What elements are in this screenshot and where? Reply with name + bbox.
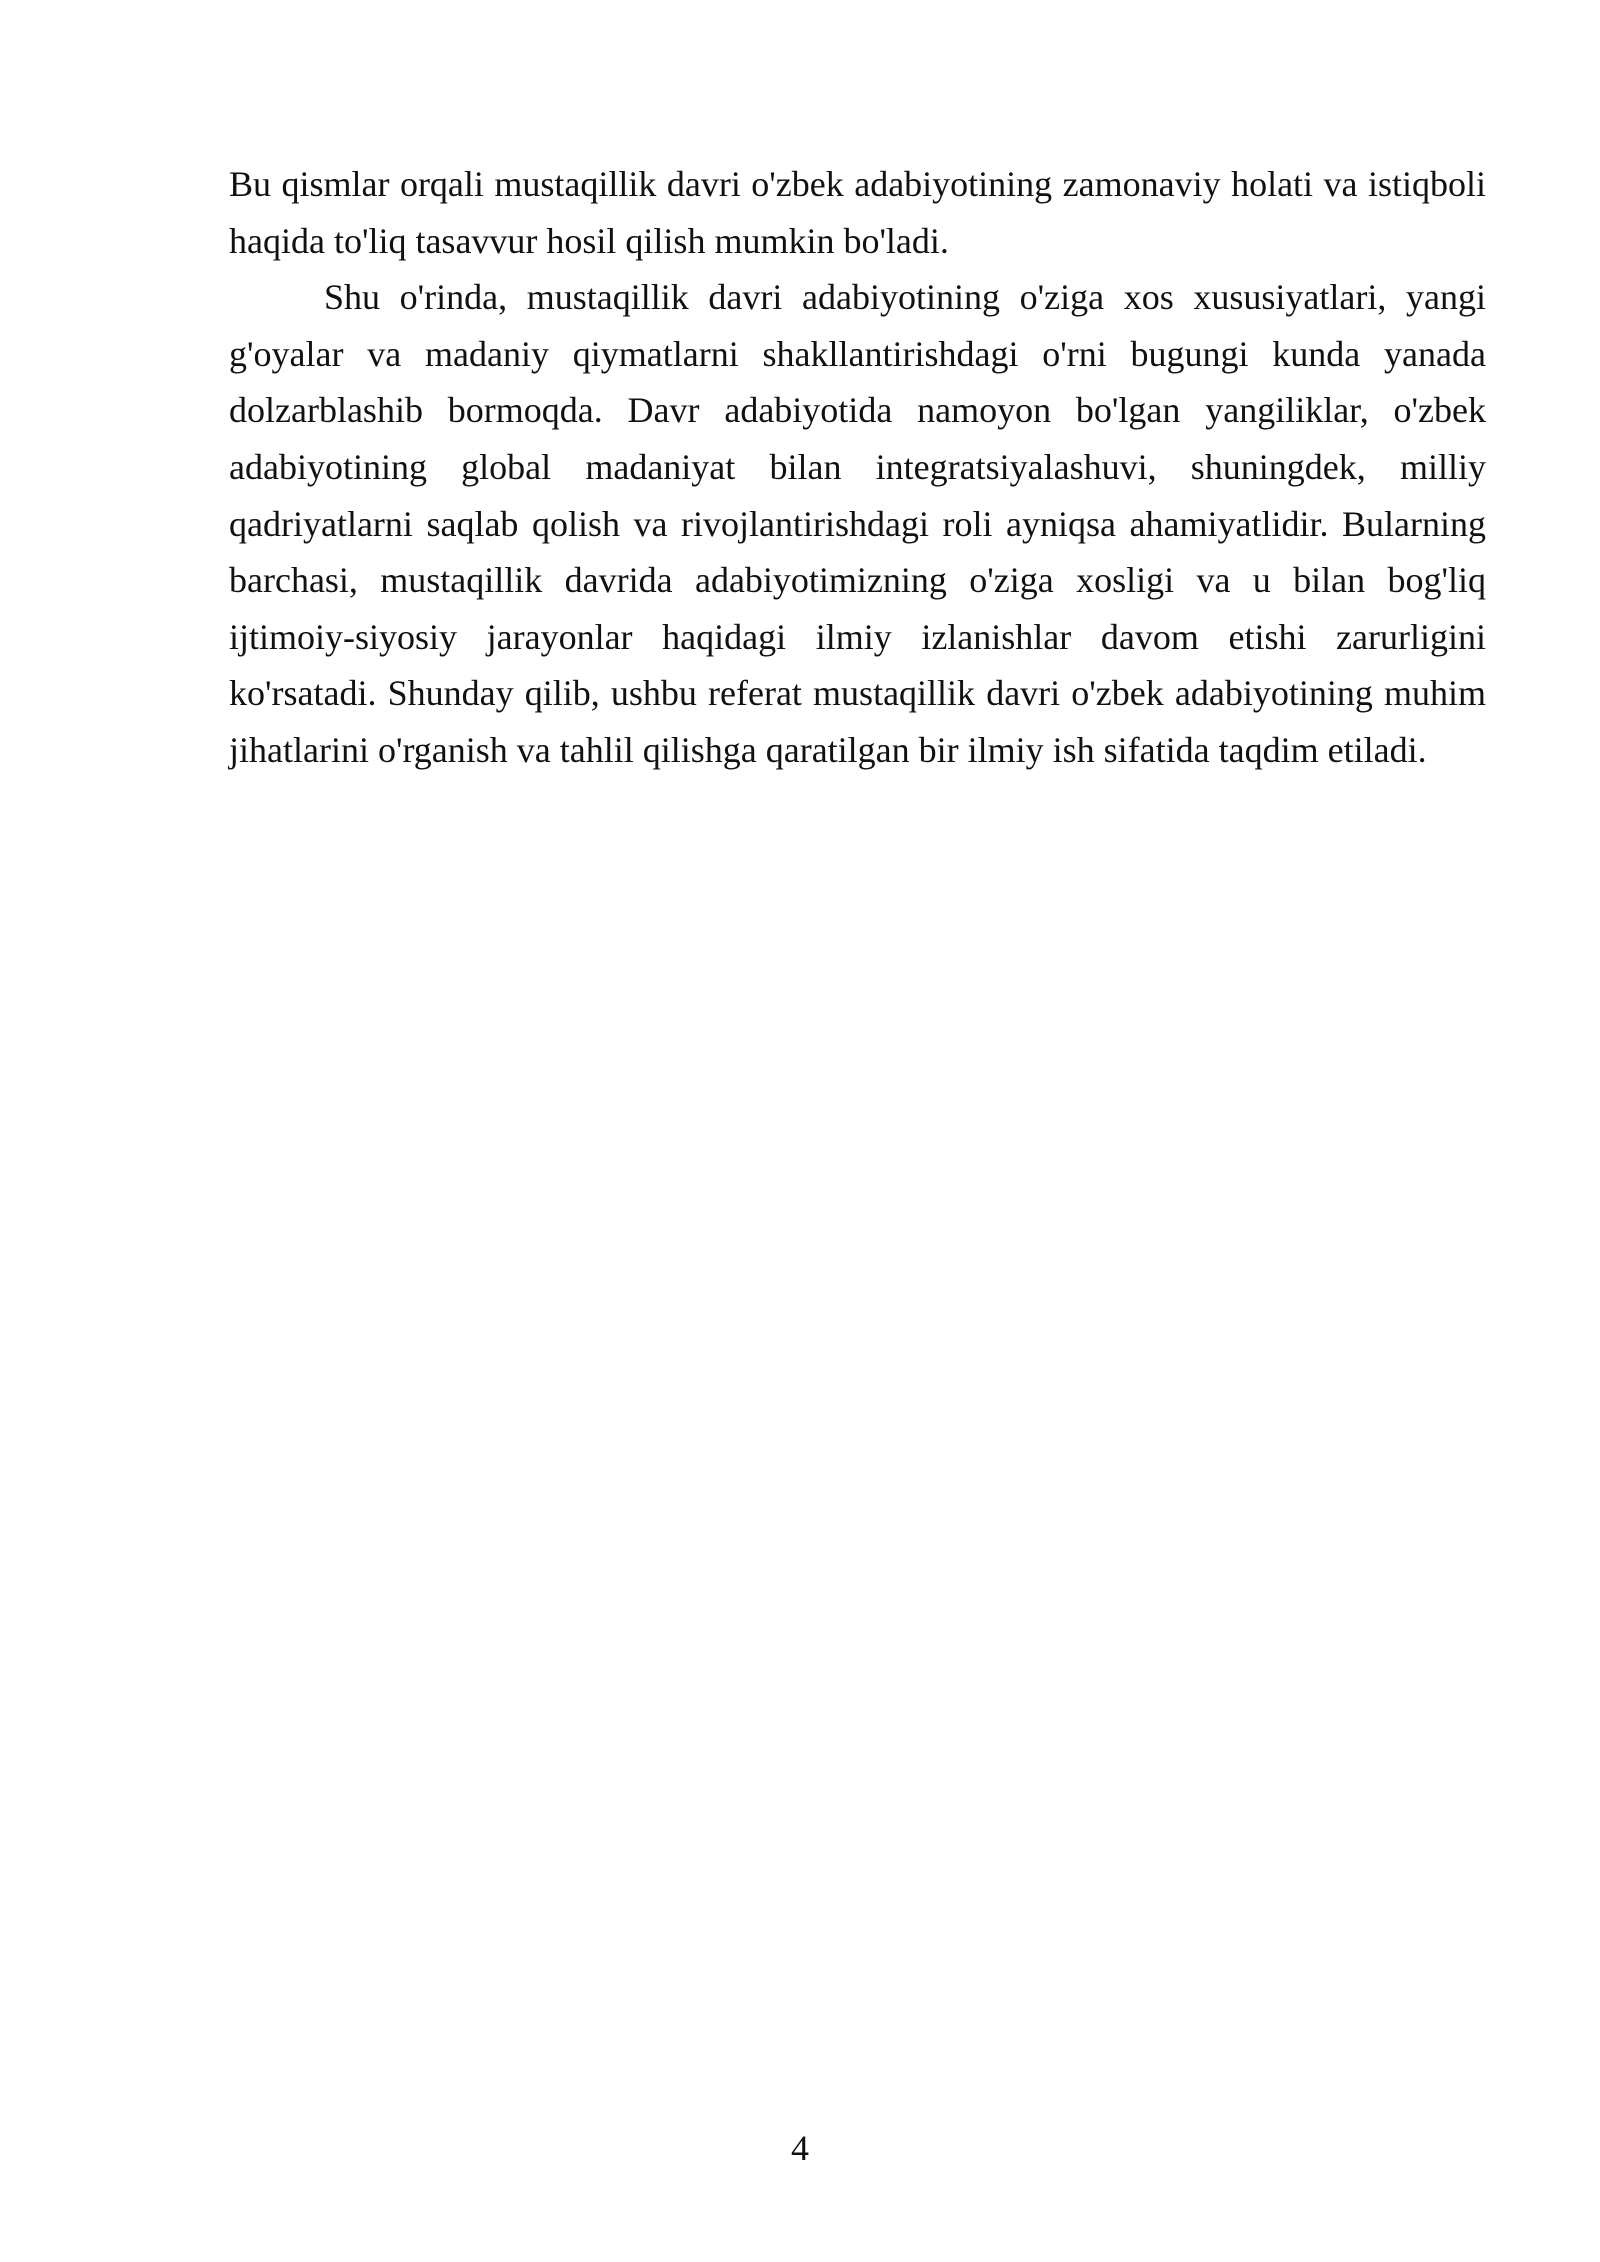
body-text [229,156,1486,779]
page-number: 4 [791,2128,809,2168]
paragraph-2: Shu o'rinda, mustaqillik davri adabiyotining o'ziga xos xususiyatlari, yangi g'oyalar va madaniy qiymatlarni shakllantirishdagi o'rni bugungi kunda yanada dolzarblashib bormoqda. Davr adabiyotida namoyon bo'lgan yangiliklar, o'zbek adabiyotining global madaniyat bilan integratsiyalashuvi, shuningdek, milliy qadriyatlarni saqlab qolish va rivojlantirishdagi roli ayniqsa ahamiyatlidir. Bularning barchasi, mustaqillik davrida adabiyotimizning o'ziga xosligi va u bilan bog'liq ijtimoiy-siyosiy jarayonlar haqidagi ilmiy izlanishlar davom etishi zarurligini ko'rsatadi. Shunday qilib, ushbu referat mustaqillik davri o'zbek adabiyotining muhim jihatlarini o'rganish va tahlil qilishga qaratilgan bir ilmiy ish sifatida taqdim etiladi. [229,277,1486,770]
paragraph-1: Bu qismlar orqali mustaqillik davri o'zbek adabiyotining zamonaviy holati va istiqboli haqida to'liq tasavvur hosil qilish mumkin bo'ladi. [229,164,1486,261]
